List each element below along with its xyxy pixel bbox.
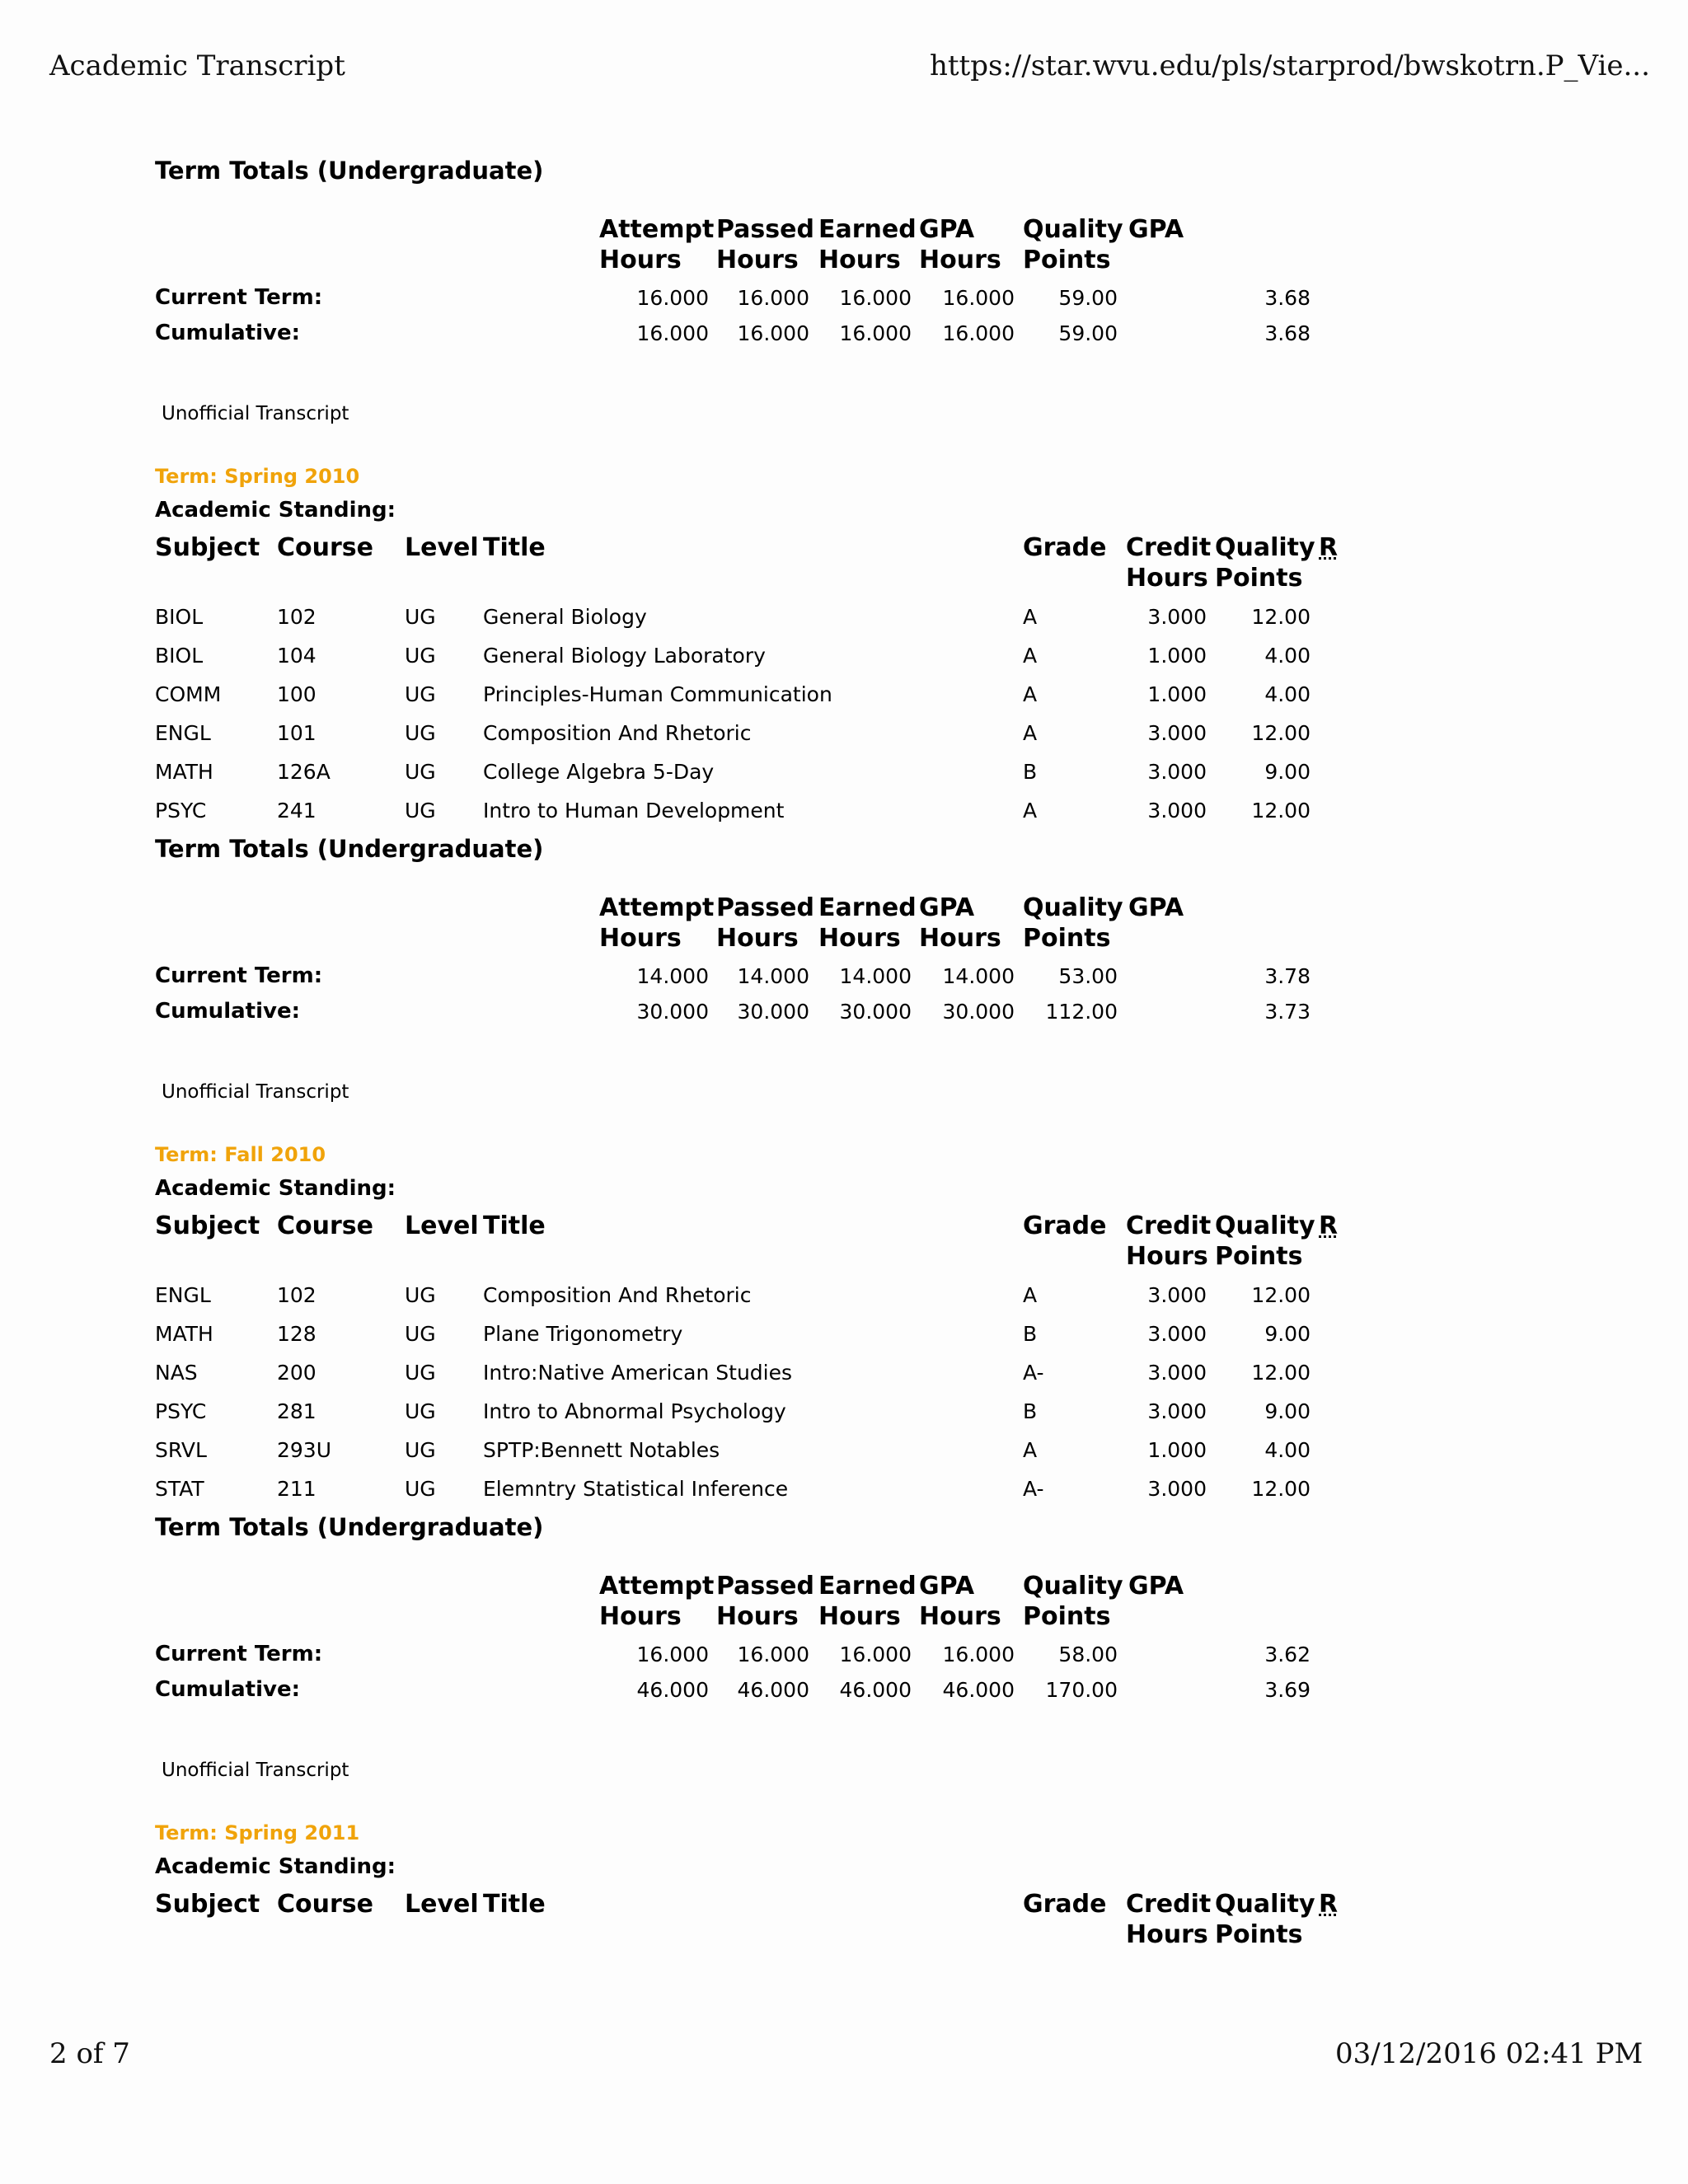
cumulative-gpa-hours: 16.000 [942, 321, 1015, 345]
col-header-earned: Earned Hours [818, 1572, 917, 1631]
course-grade: A [1023, 605, 1038, 629]
course-quality-points: 12.00 [1251, 721, 1311, 745]
cumulative-passed: 16.000 [737, 321, 809, 345]
course-grade: A [1023, 1283, 1038, 1307]
col-header-attempt: Attempt Hours [599, 893, 715, 953]
cumulative-earned: 46.000 [839, 1678, 912, 1702]
col-header-gpa-hours: GPA Hours [919, 215, 1001, 274]
term-label: Term: Spring 2011 [155, 1821, 360, 1844]
cumulative-earned: 30.000 [839, 1000, 912, 1024]
course-grade: A [1023, 682, 1038, 706]
cumulative-gpa: 3.73 [1264, 1000, 1311, 1024]
course-number: 126A [277, 760, 331, 784]
col-header-quality-points: Quality Points [1215, 1212, 1315, 1271]
current-attempt: 14.000 [636, 964, 709, 988]
course-level: UG [405, 1322, 436, 1346]
current-gpa-hours: 14.000 [942, 964, 1015, 988]
col-header-subject: Subject [155, 1890, 260, 1919]
course-quality-points: 12.00 [1251, 605, 1311, 629]
col-header-course: Course [277, 1890, 373, 1919]
cumulative-passed: 30.000 [737, 1000, 809, 1024]
course-title: SPTP:Bennett Notables [483, 1438, 720, 1462]
col-header-attempt: Attempt Hours [599, 1572, 715, 1631]
cumulative-quality-points: 59.00 [1058, 321, 1118, 345]
print-footer-datetime: 03/12/2016 02:41 PM [1335, 2037, 1643, 2070]
col-header-r: R [1319, 1890, 1339, 1919]
cumulative-earned: 16.000 [839, 321, 912, 345]
col-header-title: Title [483, 1212, 546, 1240]
course-level: UG [405, 1399, 436, 1423]
col-header-credit-hours: Credit Hours [1126, 1890, 1212, 1949]
course-quality-points: 9.00 [1264, 760, 1311, 784]
course-credit-hours: 3.000 [1147, 1283, 1207, 1307]
course-number: 104 [277, 644, 316, 668]
course-title: General Biology [483, 605, 647, 629]
cumulative-attempt: 46.000 [636, 1678, 709, 1702]
course-credit-hours: 3.000 [1147, 605, 1207, 629]
course-number: 281 [277, 1399, 316, 1423]
col-header-credit-hours: Credit Hours [1126, 1212, 1212, 1271]
cumulative-attempt: 16.000 [636, 321, 709, 345]
cumulative-label: Cumulative: [155, 321, 300, 345]
course-number: 100 [277, 682, 316, 706]
col-header-gpa-hours: GPA Hours [919, 1572, 1001, 1631]
current-gpa: 3.68 [1264, 286, 1311, 310]
unofficial-transcript-note: Unofficial Transcript [162, 1760, 349, 1781]
course-credit-hours: 3.000 [1147, 1399, 1207, 1423]
current-term-label: Current Term: [155, 963, 323, 988]
col-header-quality-points: Quality Points [1215, 1890, 1315, 1949]
cumulative-gpa: 3.69 [1264, 1678, 1311, 1702]
academic-standing-label: Academic Standing: [155, 1176, 396, 1201]
course-level: UG [405, 605, 436, 629]
unofficial-transcript-note: Unofficial Transcript [162, 1081, 349, 1103]
course-grade: B [1023, 1399, 1038, 1423]
course-quality-points: 4.00 [1264, 1438, 1311, 1462]
current-quality-points: 59.00 [1058, 286, 1118, 310]
course-level: UG [405, 1283, 436, 1307]
col-header-course: Course [277, 1212, 373, 1240]
course-credit-hours: 1.000 [1147, 644, 1207, 668]
term-totals-heading: Term Totals (Undergraduate) [155, 157, 544, 185]
current-attempt: 16.000 [636, 1643, 709, 1666]
course-title: Intro:Native American Studies [483, 1361, 793, 1385]
col-header-passed: Passed Hours [716, 215, 814, 274]
cumulative-gpa: 3.68 [1264, 321, 1311, 345]
course-credit-hours: 3.000 [1147, 721, 1207, 745]
course-subject: BIOL [155, 644, 204, 668]
course-number: 211 [277, 1477, 316, 1501]
col-header-subject: Subject [155, 1212, 260, 1240]
course-title: Intro to Human Development [483, 799, 785, 823]
cumulative-label: Cumulative: [155, 1677, 300, 1702]
current-earned: 16.000 [839, 286, 912, 310]
course-title: General Biology Laboratory [483, 644, 766, 668]
course-title: Composition And Rhetoric [483, 1283, 752, 1307]
course-number: 102 [277, 1283, 316, 1307]
course-quality-points: 4.00 [1264, 644, 1311, 668]
course-title: Principles-Human Communication [483, 682, 832, 706]
current-gpa: 3.78 [1264, 964, 1311, 988]
course-number: 200 [277, 1361, 316, 1385]
term-label: Term: Spring 2010 [155, 465, 360, 488]
course-grade: A [1023, 1438, 1038, 1462]
course-quality-points: 12.00 [1251, 1477, 1311, 1501]
col-header-grade: Grade [1023, 533, 1107, 562]
col-header-title: Title [483, 533, 546, 562]
cumulative-quality-points: 170.00 [1045, 1678, 1118, 1702]
course-credit-hours: 3.000 [1147, 760, 1207, 784]
col-header-quality-points: Quality Points [1023, 1572, 1123, 1631]
course-level: UG [405, 799, 436, 823]
course-grade: A- [1023, 1361, 1044, 1385]
course-grade: B [1023, 760, 1038, 784]
course-subject: PSYC [155, 799, 207, 823]
col-header-quality-points: Quality Points [1215, 533, 1315, 593]
course-level: UG [405, 721, 436, 745]
course-level: UG [405, 644, 436, 668]
course-number: 101 [277, 721, 316, 745]
course-title: Plane Trigonometry [483, 1322, 683, 1346]
col-header-attempt: Attempt Hours [599, 215, 715, 274]
course-number: 241 [277, 799, 316, 823]
course-subject: NAS [155, 1361, 198, 1385]
course-quality-points: 12.00 [1251, 799, 1311, 823]
academic-standing-label: Academic Standing: [155, 498, 396, 523]
col-header-gpa: GPA [1128, 1572, 1184, 1601]
course-level: UG [405, 1477, 436, 1501]
print-footer-page: 2 of 7 [49, 2037, 130, 2070]
course-quality-points: 4.00 [1264, 682, 1311, 706]
print-header-url: https://star.wvu.edu/pls/starprod/bwskotrn.P_Vie... [930, 49, 1650, 82]
course-subject: STAT [155, 1477, 204, 1501]
course-grade: B [1023, 1322, 1038, 1346]
col-header-earned: Earned Hours [818, 215, 917, 274]
current-gpa: 3.62 [1264, 1643, 1311, 1666]
course-quality-points: 12.00 [1251, 1283, 1311, 1307]
course-title: College Algebra 5-Day [483, 760, 715, 784]
col-header-title: Title [483, 1890, 546, 1919]
current-term-label: Current Term: [155, 1642, 323, 1666]
col-header-subject: Subject [155, 533, 260, 562]
col-header-r: R [1319, 533, 1339, 562]
course-level: UG [405, 682, 436, 706]
course-grade: A [1023, 721, 1038, 745]
col-header-level: Level [405, 1212, 479, 1240]
col-header-gpa: GPA [1128, 215, 1184, 244]
col-header-gpa-hours: GPA Hours [919, 893, 1001, 953]
unofficial-transcript-note: Unofficial Transcript [162, 403, 349, 424]
col-header-quality-points: Quality Points [1023, 893, 1123, 953]
course-number: 102 [277, 605, 316, 629]
col-header-level: Level [405, 533, 479, 562]
course-quality-points: 9.00 [1264, 1322, 1311, 1346]
current-term-label: Current Term: [155, 285, 323, 310]
print-header-title: Academic Transcript [49, 49, 345, 82]
course-subject: COMM [155, 682, 222, 706]
course-subject: ENGL [155, 721, 211, 745]
col-header-r: R [1319, 1212, 1339, 1240]
col-header-gpa: GPA [1128, 893, 1184, 922]
course-credit-hours: 3.000 [1147, 1322, 1207, 1346]
course-credit-hours: 3.000 [1147, 1477, 1207, 1501]
term-totals-heading: Term Totals (Undergraduate) [155, 1513, 544, 1541]
course-subject: MATH [155, 1322, 213, 1346]
course-credit-hours: 3.000 [1147, 799, 1207, 823]
course-title: Elemntry Statistical Inference [483, 1477, 789, 1501]
course-level: UG [405, 1438, 436, 1462]
cumulative-quality-points: 112.00 [1045, 1000, 1118, 1024]
course-subject: BIOL [155, 605, 204, 629]
course-credit-hours: 1.000 [1147, 682, 1207, 706]
cumulative-gpa-hours: 30.000 [942, 1000, 1015, 1024]
cumulative-label: Cumulative: [155, 999, 300, 1024]
current-earned: 14.000 [839, 964, 912, 988]
col-header-earned: Earned Hours [818, 893, 917, 953]
academic-standing-label: Academic Standing: [155, 1854, 396, 1879]
course-subject: ENGL [155, 1283, 211, 1307]
course-level: UG [405, 760, 436, 784]
col-header-grade: Grade [1023, 1890, 1107, 1919]
current-passed: 16.000 [737, 1643, 809, 1666]
col-header-passed: Passed Hours [716, 1572, 814, 1631]
current-earned: 16.000 [839, 1643, 912, 1666]
course-quality-points: 12.00 [1251, 1361, 1311, 1385]
current-passed: 16.000 [737, 286, 809, 310]
course-credit-hours: 1.000 [1147, 1438, 1207, 1462]
current-quality-points: 58.00 [1058, 1643, 1118, 1666]
course-number: 128 [277, 1322, 316, 1346]
course-grade: A [1023, 799, 1038, 823]
current-gpa-hours: 16.000 [942, 1643, 1015, 1666]
current-quality-points: 53.00 [1058, 964, 1118, 988]
course-grade: A [1023, 644, 1038, 668]
col-header-quality-points: Quality Points [1023, 215, 1123, 274]
col-header-passed: Passed Hours [716, 893, 814, 953]
cumulative-attempt: 30.000 [636, 1000, 709, 1024]
course-title: Composition And Rhetoric [483, 721, 752, 745]
col-header-grade: Grade [1023, 1212, 1107, 1240]
cumulative-passed: 46.000 [737, 1678, 809, 1702]
course-number: 293U [277, 1438, 332, 1462]
current-attempt: 16.000 [636, 286, 709, 310]
current-gpa-hours: 16.000 [942, 286, 1015, 310]
course-level: UG [405, 1361, 436, 1385]
col-header-credit-hours: Credit Hours [1126, 533, 1212, 593]
term-label: Term: Fall 2010 [155, 1143, 326, 1166]
course-subject: PSYC [155, 1399, 207, 1423]
course-quality-points: 9.00 [1264, 1399, 1311, 1423]
course-title: Intro to Abnormal Psychology [483, 1399, 786, 1423]
current-passed: 14.000 [737, 964, 809, 988]
course-grade: A- [1023, 1477, 1044, 1501]
course-subject: MATH [155, 760, 213, 784]
course-subject: SRVL [155, 1438, 207, 1462]
term-totals-heading: Term Totals (Undergraduate) [155, 835, 544, 863]
col-header-level: Level [405, 1890, 479, 1919]
course-credit-hours: 3.000 [1147, 1361, 1207, 1385]
col-header-course: Course [277, 533, 373, 562]
cumulative-gpa-hours: 46.000 [942, 1678, 1015, 1702]
